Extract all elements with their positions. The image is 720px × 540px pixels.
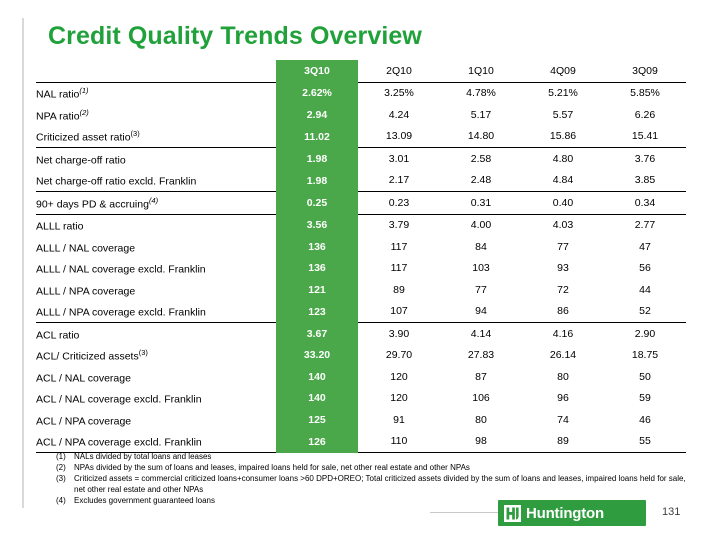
cell-3q10: 0.25 [276, 192, 358, 215]
cell-1q10: 0.31 [440, 192, 522, 215]
row-label-cell [36, 126, 276, 148]
cell-3q10: 121 [276, 279, 358, 301]
row-label: ACL / NPA coverage [36, 415, 132, 427]
table-row [36, 301, 686, 323]
row-label: NPA ratio [36, 110, 80, 122]
row-label: NAL ratio [36, 88, 80, 101]
cell-3q10: 126 [276, 431, 358, 453]
row-footnote-ref: (2) [79, 107, 89, 117]
table-row [36, 170, 686, 192]
credit-quality-table [36, 60, 686, 453]
cell-3q10: 2.94 [276, 104, 358, 126]
cell-2q10: 91 [393, 413, 405, 426]
cell-1q10: 27.83 [467, 349, 495, 362]
cell-4q09: 93 [557, 262, 569, 275]
cell-2q10: 3.79 [388, 219, 410, 232]
cell-4q09: 4.80 [552, 152, 574, 165]
cell-4q09: 96 [557, 392, 569, 405]
cell-2q10: 3.01 [388, 152, 410, 165]
table-row [36, 192, 686, 215]
cell-4q09: 72 [557, 283, 569, 296]
cell-3q09: 5.85% [630, 87, 660, 100]
row-footnote-ref: (3) [138, 348, 148, 357]
cell-3q09: 6.26 [634, 108, 656, 121]
row-label: ACL / NAL coverage excld. Franklin [36, 393, 202, 406]
cell-3q10: 3.67 [276, 323, 358, 345]
footnote-text: NALs divided by total loans and leases [74, 452, 212, 461]
cell-3q09: 46 [639, 413, 651, 426]
table-row [36, 366, 686, 388]
row-footnote-ref: (3) [130, 129, 140, 138]
cell-2q10: 3.25% [384, 87, 414, 100]
row-label-cell [36, 104, 276, 126]
cell-3q10: 125 [276, 409, 358, 431]
table-row [36, 388, 686, 410]
cell-4q09: 74 [557, 413, 569, 426]
table-row [36, 126, 686, 148]
table-header-row [36, 60, 686, 82]
cell-2q10: 2.17 [358, 170, 440, 192]
row-label: ACL ratio [36, 329, 80, 341]
cell-2q10: 4.24 [388, 108, 410, 121]
footnotes [48, 452, 688, 507]
cell-4q09: 89 [522, 431, 604, 453]
row-label: Net charge-off ratio [36, 154, 126, 166]
cell-3q09: 59 [639, 392, 651, 405]
cell-1q10: 2.48 [440, 170, 522, 192]
page-title: Credit Quality Trends Overview [48, 22, 422, 50]
cell-3q09: 47 [639, 240, 651, 253]
cell-3q10: 1.98 [276, 148, 358, 170]
cell-3q09: 0.34 [604, 192, 686, 215]
cell-3q09: 3.85 [604, 170, 686, 192]
table-body [36, 82, 686, 453]
table-row [36, 148, 686, 170]
footnote-text: Excludes government guaranteed loans [74, 495, 215, 505]
cell-3q09: 44 [639, 283, 651, 296]
header-col-2: 1Q10 [440, 60, 522, 82]
row-label-cell [36, 345, 276, 367]
cell-1q10: 87 [475, 370, 487, 383]
row-label-cell [36, 388, 276, 410]
cell-4q09: 86 [522, 301, 604, 323]
cell-1q10: 14.80 [440, 126, 522, 148]
cell-2q10: 29.70 [385, 349, 413, 362]
footnote-text: Criticized assets = commercial criticized loans+consumer loans >60 DPD+OREO; Total criticized assets divided by the sum of loans and leases, impaired loans held for sale, net other real estate and other NPAs [74, 474, 686, 494]
row-label-cell [36, 366, 276, 388]
cell-3q09: 18.75 [631, 349, 659, 362]
header-col-0: 3Q10 [276, 60, 358, 82]
row-label: ALLL / NAL coverage excld. Franklin [36, 263, 206, 276]
cell-2q10: 13.09 [358, 126, 440, 148]
cell-4q09: 0.40 [522, 192, 604, 215]
header-col-3: 4Q09 [522, 60, 604, 82]
row-label: ALLL / NPA coverage [36, 285, 136, 297]
footnote-item [48, 463, 688, 474]
page-number: 131 [662, 506, 681, 518]
cell-1q10: 84 [475, 240, 487, 253]
header-metric-blank [36, 60, 276, 82]
table-row [36, 431, 686, 453]
footnote-number: (1) [56, 452, 66, 461]
row-label-cell [36, 192, 276, 215]
cell-3q09: 3.76 [634, 152, 656, 165]
table-row [36, 258, 686, 280]
cell-2q10: 89 [393, 283, 405, 296]
cell-3q10: 2.62% [276, 82, 358, 104]
cell-3q09: 56 [639, 262, 651, 275]
cell-4q09: 26.14 [549, 349, 577, 362]
row-label-cell [36, 214, 276, 236]
table-row [36, 279, 686, 301]
row-label: ALLL ratio [36, 220, 84, 233]
table-row [36, 82, 686, 104]
row-label-cell [36, 82, 276, 104]
cell-3q10: 140 [276, 366, 358, 388]
table-row [36, 104, 686, 126]
cell-1q10: 5.17 [470, 108, 492, 121]
cell-3q10: 123 [276, 301, 358, 323]
cell-1q10: 80 [475, 413, 487, 426]
row-label-cell [36, 170, 276, 192]
header-col-4: 3Q09 [604, 60, 686, 82]
cell-3q10: 136 [276, 258, 358, 280]
cell-2q10: 117 [390, 240, 408, 253]
footnote-item [48, 474, 688, 495]
cell-3q10: 33.20 [276, 345, 358, 367]
cell-4q09: 4.84 [522, 170, 604, 192]
table-row [36, 214, 686, 236]
cell-3q10: 3.56 [276, 214, 358, 236]
cell-2q10: 117 [390, 262, 408, 275]
row-label-cell [36, 301, 276, 323]
footnote-number: (4) [56, 495, 66, 505]
cell-4q09: 4.16 [552, 327, 574, 340]
cell-4q09: 4.03 [552, 219, 574, 232]
row-label-cell [36, 236, 276, 258]
row-label: Criticized asset ratio [36, 131, 131, 144]
cell-4q09: 5.21% [548, 87, 578, 100]
cell-2q10: 0.23 [358, 192, 440, 215]
cell-3q09: 2.77 [634, 219, 656, 232]
cell-1q10: 94 [440, 301, 522, 323]
cell-2q10: 107 [358, 301, 440, 323]
cell-1q10: 4.78% [466, 87, 496, 100]
cell-3q09: 50 [639, 370, 651, 383]
left-accent-rule [22, 18, 24, 508]
cell-3q10: 136 [276, 236, 358, 258]
row-label-cell [36, 148, 276, 170]
cell-2q10: 110 [358, 431, 440, 453]
row-label: ALLL / NAL coverage [36, 242, 136, 254]
footnote-number: (3) [56, 474, 66, 483]
row-label-cell [36, 323, 276, 345]
cell-3q09: 52 [604, 301, 686, 323]
row-footnote-ref: (4) [148, 195, 159, 205]
row-footnote-ref: (1) [79, 86, 89, 95]
cell-3q09: 2.90 [634, 327, 656, 340]
cell-1q10: 98 [440, 431, 522, 453]
row-label: ACL / NAL coverage [36, 372, 131, 384]
cell-3q10: 140 [276, 388, 358, 410]
table-row [36, 345, 686, 367]
footnote-item [48, 452, 688, 463]
row-label-cell [36, 258, 276, 280]
footnote-text: NPAs divided by the sum of loans and leases, impaired loans held for sale, net other real estate and other NPAs [74, 463, 470, 472]
cell-3q10: 11.02 [276, 126, 358, 148]
cell-1q10: 103 [472, 262, 490, 275]
cell-1q10: 4.00 [470, 219, 492, 232]
row-label: ACL / NPA coverage excld. Franklin [36, 436, 202, 449]
table-header [36, 60, 686, 82]
cell-2q10: 3.90 [388, 327, 410, 340]
cell-3q10: 1.98 [276, 170, 358, 192]
cell-2q10: 120 [390, 392, 408, 405]
row-label: ALLL / NPA coverage excld. Franklin [36, 306, 206, 319]
row-label-cell [36, 431, 276, 453]
cell-1q10: 106 [472, 392, 490, 405]
row-label-cell [36, 279, 276, 301]
logo-text: Huntington [526, 504, 604, 522]
row-label: Net charge-off ratio excld. Franklin [36, 175, 197, 188]
huntington-logo [498, 500, 646, 526]
cell-4q09: 15.86 [522, 126, 604, 148]
table-row [36, 323, 686, 345]
cell-2q10: 120 [390, 370, 408, 383]
cell-3q09: 15.41 [604, 126, 686, 148]
table-row [36, 236, 686, 258]
row-label: 90+ days PD & accruing [36, 198, 149, 210]
huntington-mark-icon [504, 505, 521, 522]
credit-quality-table-wrapper [36, 60, 686, 453]
cell-4q09: 5.57 [552, 108, 574, 121]
table-row [36, 409, 686, 431]
cell-4q09: 80 [557, 370, 569, 383]
cell-1q10: 2.58 [470, 152, 492, 165]
cell-3q09: 55 [604, 431, 686, 453]
cell-4q09: 77 [557, 240, 569, 253]
row-label-cell [36, 409, 276, 431]
cell-1q10: 4.14 [470, 327, 492, 340]
cell-1q10: 77 [475, 283, 487, 296]
header-col-1: 2Q10 [358, 60, 440, 82]
footnote-number: (2) [56, 463, 66, 472]
row-label: ACL/ Criticized assets [36, 350, 139, 363]
